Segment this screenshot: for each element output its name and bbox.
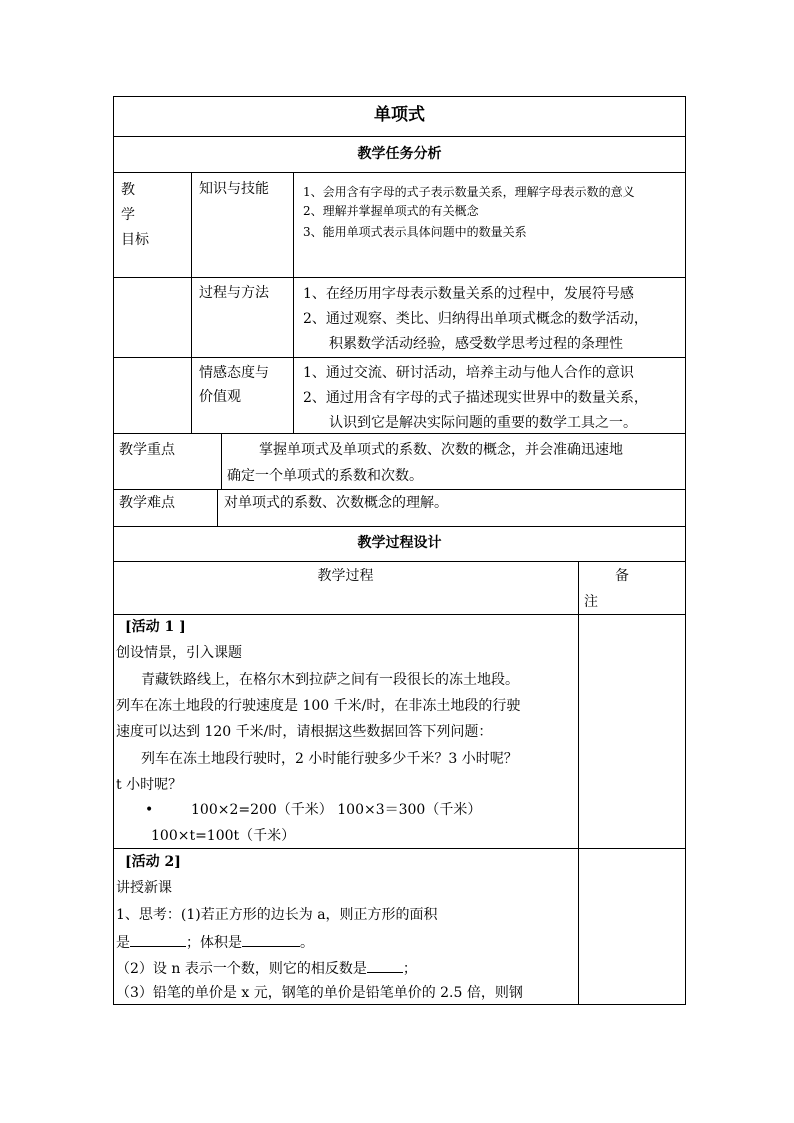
- row-divider: [113, 614, 686, 615]
- process-column-header: 教学过程: [317, 568, 374, 584]
- column-divider: [191, 172, 192, 433]
- question-text: 是: [116, 935, 130, 951]
- section-title-task-analysis: 教学任务分析: [357, 146, 442, 162]
- goals-label-char: 教: [121, 182, 135, 198]
- goals-label-char: 学: [121, 207, 135, 223]
- row-divider: [113, 136, 686, 137]
- question-text: ；体积是: [186, 935, 242, 951]
- row-divider: [113, 561, 686, 562]
- activity-1-text: 列车在冻土地段行驶时，2 小时能行驶多少千米？3 小时呢？: [141, 751, 518, 767]
- process-label: 过程与方法: [199, 285, 269, 301]
- column-divider: [221, 433, 222, 489]
- activity-2-question: （3）铅笔的单价是 x 元，钢笔的单价是铅笔单价的 2.5 倍，则钢: [116, 985, 523, 1001]
- notes-header-char: 备: [615, 568, 629, 584]
- emotion-label: 价值观: [199, 389, 241, 405]
- activity-1-answer: 100×t=100t（千米）: [151, 828, 296, 844]
- activity-2-question: 1、思考：(1)若正方形的边长为 a，则正方形的面积: [116, 907, 438, 923]
- emotion-item: 2、通过用含有字母的式子描述现实世界中的数量关系，: [303, 390, 648, 406]
- knowledge-item: 3、能用单项式表示具体问题中的数量关系: [303, 225, 527, 239]
- emotion-item: 认识到它是解决实际问题的重要的数学工具之一。: [329, 415, 637, 431]
- activity-1-text: t 小时呢？: [116, 777, 183, 793]
- answer-blank: [130, 932, 186, 947]
- difficulty-label: 教学难点: [119, 495, 175, 511]
- lesson-plan-table: [113, 96, 686, 1005]
- row-divider: [113, 526, 686, 527]
- difficulty-text: 对单项式的系数、次数概念的理解。: [224, 495, 448, 511]
- row-divider: [113, 172, 686, 173]
- activity-1-subtitle: 创设情景，引入课题: [116, 645, 242, 661]
- key-point-text: 确定一个单项式的系数和次数。: [227, 468, 423, 484]
- activity-2-subtitle: 讲授新课: [116, 880, 172, 896]
- process-item: 1、在经历用字母表示数量关系的过程中，发展符号感: [303, 286, 634, 302]
- column-divider: [578, 561, 579, 1005]
- notes-header-char: 注: [584, 594, 598, 610]
- goals-label-char: 目标: [121, 232, 149, 248]
- activity-2-heading: [活动 2]: [125, 854, 181, 870]
- column-divider: [217, 489, 218, 526]
- question-text: 。: [300, 935, 314, 951]
- knowledge-item: 2、理解并掌握单项式的有关概念: [303, 204, 479, 218]
- answer-blank: [367, 958, 403, 973]
- row-divider: [113, 489, 686, 490]
- emotion-item: 1、通过交流、研讨活动，培养主动与他人合作的意识: [303, 365, 634, 381]
- emotion-label: 情感态度与: [199, 365, 269, 381]
- process-item: 2、通过观察、类比、归纳得出单项式概念的数学活动，: [303, 311, 648, 327]
- row-divider: [113, 848, 686, 849]
- activity-1-answer: 100×2=200（千米） 100×3＝300（千米）: [191, 802, 482, 818]
- key-point-text: 掌握单项式及单项式的系数、次数的概念，并会准确迅速地: [259, 442, 623, 458]
- row-divider: [113, 277, 686, 278]
- activity-1-text: 速度可以达到 120 千米/时，请根据这些数据回答下列问题：: [116, 724, 493, 740]
- answer-blank: [242, 932, 300, 947]
- document-title: 单项式: [374, 105, 425, 125]
- bullet-icon: •: [145, 802, 154, 818]
- row-divider: [113, 357, 686, 358]
- activity-1-heading: [活动 1 ]: [125, 619, 186, 635]
- question-text: ；: [402, 961, 417, 977]
- question-text: （2）设 n 表示一个数，则它的相反数是: [116, 961, 367, 977]
- key-point-label: 教学重点: [119, 442, 175, 458]
- activity-2-question-blanks: [116, 932, 314, 952]
- section-title-process-design: 教学过程设计: [357, 535, 442, 551]
- knowledge-item: 1、会用含有字母的式子表示数量关系，理解字母表示数的意义: [303, 185, 635, 199]
- knowledge-label: 知识与技能: [199, 181, 269, 197]
- activity-1-text: 青藏铁路线上，在格尔木到拉萨之间有一段很长的冻土地段。: [141, 672, 519, 688]
- activity-2-question-blanks: [116, 958, 417, 978]
- activity-1-text: 列车在冻土地段的行驶速度是 100 千米/时，在非冻土地段的行驶: [116, 698, 521, 714]
- column-divider: [293, 172, 294, 433]
- row-divider: [113, 433, 686, 434]
- process-item: 积累数学活动经验，感受数学思考过程的条理性: [329, 336, 623, 352]
